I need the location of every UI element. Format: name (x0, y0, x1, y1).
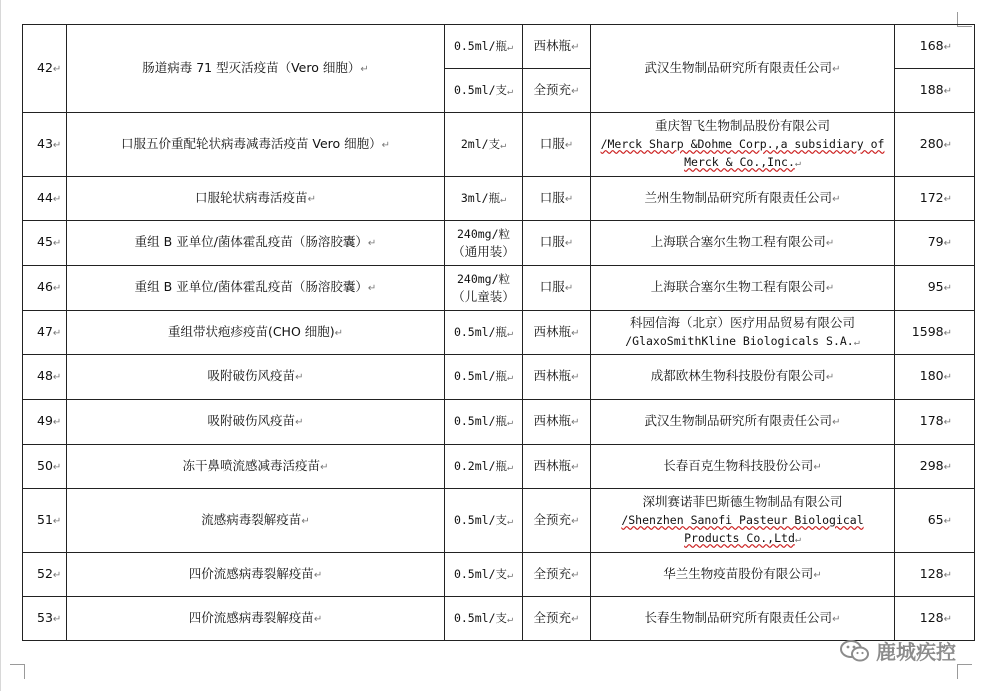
dosage-form-cell: 口服↵ (523, 266, 591, 311)
price-cell: 280↵ (895, 113, 975, 177)
dosage-form-cell: 西林瓶↵ (523, 400, 591, 445)
spec-cell: 3ml/瓶↵ (445, 177, 523, 221)
company-cell (591, 489, 895, 553)
dosage-form-cell: 全预充↵ (523, 553, 591, 597)
company-cell (591, 113, 895, 177)
vaccine-name: 冻干鼻喷流感减毒活疫苗↵ (67, 445, 445, 489)
row-number: 50↵ (23, 445, 67, 489)
crop-mark-bottom-right (957, 664, 972, 679)
spec-cell: 0.5ml/瓶↵ (445, 25, 523, 69)
company-name-line: /GlaxoSmithKline Biologicals S.A.↵ (625, 333, 860, 348)
price-cell: 1598↵ (895, 311, 975, 355)
spec-line: 240mg/粒 (456, 272, 511, 286)
table-row (23, 311, 975, 355)
company-name-line: /Shenzhen Sanofi Pasteur Biological (621, 512, 864, 527)
company-cell: 成都欧林生物科技股份有限公司↵ (591, 355, 895, 400)
price-cell: 95↵ (895, 266, 975, 311)
company-name-line: /Merck Sharp &Dohme Corp.,a subsidiary of (600, 136, 885, 151)
dosage-form-cell: 全预充↵ (523, 597, 591, 641)
table-row (23, 553, 975, 597)
row-number: 45↵ (23, 221, 67, 266)
wechat-icon (840, 639, 870, 663)
dosage-form-cell: 全预充↵ (523, 489, 591, 553)
company-cell: 华兰生物疫苗股份有限公司↵ (591, 553, 895, 597)
company-cell: 上海联合塞尔生物工程有限公司↵ (591, 221, 895, 266)
spec-cell: 0.5ml/支↵ (445, 597, 523, 641)
price-cell: 65↵ (895, 489, 975, 553)
vaccine-name: 吸附破伤风疫苗↵ (67, 355, 445, 400)
price-cell: 298↵ (895, 445, 975, 489)
row-number: 49↵ (23, 400, 67, 445)
spec-cell: 0.5ml/支↵ (445, 69, 523, 113)
spec-cell: 0.5ml/瓶↵ (445, 311, 523, 355)
price-cell: 188↵ (895, 69, 975, 113)
price-cell: 180↵ (895, 355, 975, 400)
spec-cell: 0.2ml/瓶↵ (445, 445, 523, 489)
dosage-form-cell: 西林瓶↵ (523, 445, 591, 489)
row-number: 46↵ (23, 266, 67, 311)
vaccine-name: 口服轮状病毒活疫苗↵ (67, 177, 445, 221)
company-name-line: Products Co.,Ltd↵ (684, 530, 801, 545)
table-row (23, 489, 975, 553)
price-cell: 168↵ (895, 25, 975, 69)
company-cell: 兰州生物制品研究所有限责任公司↵ (591, 177, 895, 221)
company-name-line: Merck & Co.,Inc.↵ (684, 154, 801, 169)
vaccine-name: 四价流感病毒裂解疫苗↵ (67, 553, 445, 597)
row-number: 43↵ (23, 113, 67, 177)
vaccine-name: 口服五价重配轮状病毒减毒活疫苗 Vero 细胞）↵ (67, 113, 445, 177)
row-number: 53↵ (23, 597, 67, 641)
vaccine-name: 重组 B 亚单位/菌体霍乱疫苗（肠溶胶囊）↵ (67, 221, 445, 266)
table-row (23, 355, 975, 400)
spec-cell: 0.5ml/支↵ (445, 489, 523, 553)
spec-cell: 0.5ml/支↵ (445, 553, 523, 597)
row-number: 42↵ (23, 25, 67, 113)
vaccine-price-table (22, 24, 975, 641)
row-number: 52↵ (23, 553, 67, 597)
spec-cell: 2ml/支↵ (445, 113, 523, 177)
dosage-form-cell: 西林瓶↵ (523, 25, 591, 69)
dosage-form-cell: 西林瓶↵ (523, 355, 591, 400)
company-cell: 长春百克生物科技股份公司↵ (591, 445, 895, 489)
table-row (23, 25, 975, 69)
row-number: 47↵ (23, 311, 67, 355)
price-cell: 128↵ (895, 597, 975, 641)
company-cell: 上海联合塞尔生物工程有限公司↵ (591, 266, 895, 311)
vaccine-name: 流感病毒裂解疫苗↵ (67, 489, 445, 553)
dosage-form-cell: 口服↵ (523, 177, 591, 221)
company-cell: 武汉生物制品研究所有限责任公司↵ (591, 25, 895, 113)
row-number: 48↵ (23, 355, 67, 400)
company-name-line: 重庆智飞生物制品股份有限公司 (654, 117, 830, 133)
price-cell: 79↵ (895, 221, 975, 266)
watermark (840, 636, 956, 665)
vaccine-name: 肠道病毒 71 型灭活疫苗（Vero 细胞）↵ (67, 25, 445, 113)
company-name-line: 科园信海（北京）医疗用品贸易有限公司 (629, 314, 855, 330)
spec-cell: 0.5ml/瓶↵ (445, 355, 523, 400)
vaccine-name: 重组 B 亚单位/菌体霍乱疫苗（肠溶胶囊）↵ (67, 266, 445, 311)
company-cell (591, 311, 895, 355)
table-row (23, 221, 975, 266)
spec-line: （通用装） (452, 244, 515, 259)
dosage-form-cell: 口服↵ (523, 221, 591, 266)
row-number: 51↵ (23, 489, 67, 553)
price-cell: 128↵ (895, 553, 975, 597)
crop-mark-bottom-left (10, 664, 25, 679)
dosage-form-cell: 西林瓶↵ (523, 311, 591, 355)
spec-cell (445, 266, 523, 311)
page-edge (0, 0, 1, 691)
dosage-form-cell: 全预充↵ (523, 69, 591, 113)
table-row (23, 597, 975, 641)
table-row (23, 400, 975, 445)
dosage-form-cell: 口服↵ (523, 113, 591, 177)
spec-line: （儿童装） (452, 289, 515, 304)
table-row (23, 445, 975, 489)
spec-cell: 0.5ml/瓶↵ (445, 400, 523, 445)
spec-line: 240mg/粒 (456, 227, 511, 241)
company-name-line: 深圳赛诺菲巴斯德生物制品有限公司 (642, 493, 843, 509)
vaccine-name: 四价流感病毒裂解疫苗↵ (67, 597, 445, 641)
table-row (23, 113, 975, 177)
table-row (23, 266, 975, 311)
price-cell: 178↵ (895, 400, 975, 445)
price-cell: 172↵ (895, 177, 975, 221)
row-number: 44↵ (23, 177, 67, 221)
table-row (23, 177, 975, 221)
vaccine-name: 重组带状疱疹疫苗(CHO 细胞)↵ (67, 311, 445, 355)
spec-cell (445, 221, 523, 266)
watermark-text: 鹿城疾控 (876, 640, 956, 664)
company-cell: 长春生物制品研究所有限责任公司↵ (591, 597, 895, 641)
company-cell: 武汉生物制品研究所有限责任公司↵ (591, 400, 895, 445)
vaccine-name: 吸附破伤风疫苗↵ (67, 400, 445, 445)
